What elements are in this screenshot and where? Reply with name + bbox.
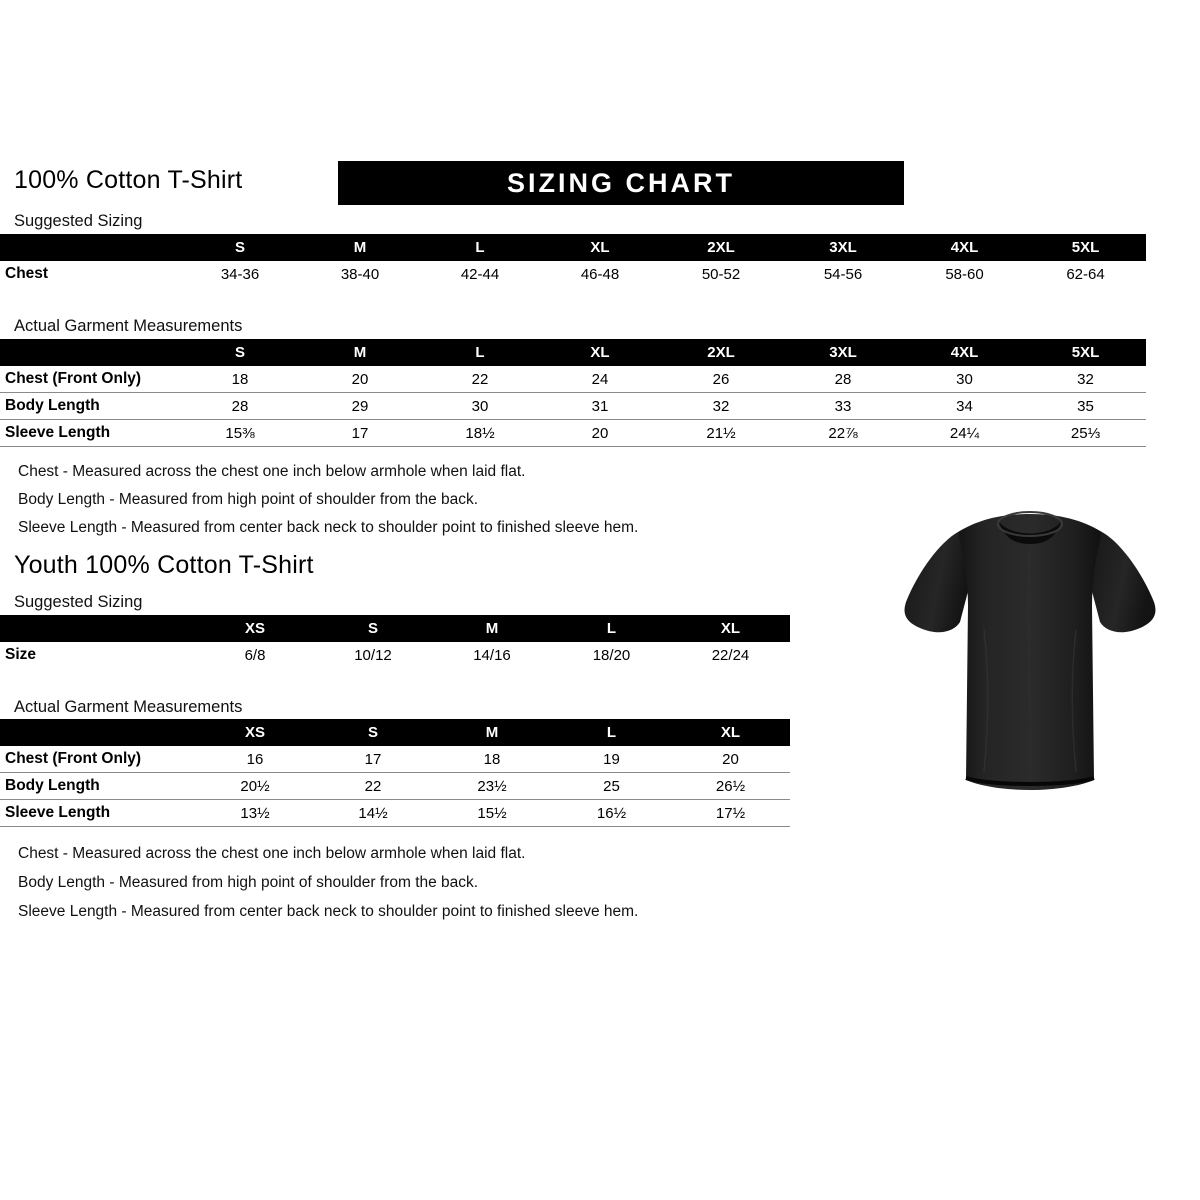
table-row [0, 420, 1146, 447]
column-header: XL [540, 339, 660, 366]
column-header: M [432, 719, 552, 746]
column-header: M [300, 339, 420, 366]
youth-actual-measurements-table [0, 719, 790, 827]
table-header-row [0, 339, 1146, 366]
row-label: Sleeve Length [0, 800, 196, 827]
tshirt-illustration [880, 480, 1180, 810]
table-cell: 15⅜ [180, 420, 300, 447]
table-row [0, 773, 790, 800]
table-cell: 24¼ [904, 420, 1025, 447]
table-cell: 20 [300, 366, 420, 393]
column-header: 3XL [782, 339, 904, 366]
table-header-row [0, 615, 790, 642]
table-cell: 18/20 [592, 646, 631, 664]
column-header: XS [196, 615, 314, 642]
table-row [0, 393, 1146, 420]
table-cell: 17 [314, 746, 432, 773]
row-label: Chest (Front Only) [0, 366, 180, 393]
table-cell: 33 [782, 393, 904, 420]
column-header: XL [671, 615, 790, 642]
table-cell: 20½ [196, 773, 314, 800]
table-cell: 16 [196, 746, 314, 773]
table-cell: 35 [1025, 393, 1146, 420]
column-header: 5XL [1025, 339, 1146, 366]
youth-suggested-sizing-label: Suggested Sizing [14, 593, 143, 611]
table-cell: 32 [660, 393, 782, 420]
adult-actual-measurements-label: Actual Garment Measurements [14, 317, 243, 335]
column-header: 5XL [1025, 234, 1146, 261]
table-cell: 20 [540, 420, 660, 447]
table-row [0, 800, 790, 827]
row-label: Sleeve Length [0, 420, 180, 447]
table-cell: 38-40 [340, 265, 380, 283]
column-header: 2XL [660, 234, 782, 261]
table-cell: 62-64 [1066, 265, 1105, 283]
column-header: XL [540, 234, 660, 261]
table-cell: 34-36 [220, 265, 260, 283]
column-header: S [314, 719, 432, 746]
table-cell: 46-48 [580, 265, 620, 283]
column-header: S [314, 615, 432, 642]
row-label: Chest (Front Only) [0, 746, 196, 773]
table-cell: 14½ [314, 800, 432, 827]
table-cell: 28 [180, 393, 300, 420]
table-cell: 42-44 [460, 265, 500, 283]
table-cell: 34 [904, 393, 1025, 420]
table-cell: 22/24 [711, 646, 750, 664]
table-cell: 29 [300, 393, 420, 420]
table-cell: 18½ [420, 420, 540, 447]
column-header: 4XL [904, 234, 1025, 261]
table-cell: 30 [420, 393, 540, 420]
youth-section-title: Youth 100% Cotton T-Shirt [14, 551, 314, 579]
table-cell: 58-60 [945, 265, 984, 283]
column-header: L [420, 234, 540, 261]
table-cell: 19 [552, 746, 671, 773]
sizing-chart-banner [338, 161, 904, 205]
sizing-chart-banner-label: SIZING CHART [507, 167, 735, 198]
column-header: 3XL [782, 234, 904, 261]
adult-suggested-sizing-table [0, 234, 1146, 287]
row-label: Body Length [0, 393, 180, 420]
row-label: Chest [5, 265, 49, 282]
table-cell: 16½ [552, 800, 671, 827]
table-cell: 21½ [660, 420, 782, 447]
table-cell: 25 [552, 773, 671, 800]
youth-note-body-length: Body Length - Measured from high point of shoulder from the back. [18, 874, 479, 891]
youth-note-sleeve-length: Sleeve Length - Measured from center back neck to shoulder point to finished sleeve hem. [18, 903, 639, 920]
table-cell: 18 [180, 366, 300, 393]
table-cell: 32 [1025, 366, 1146, 393]
table-cell: 28 [782, 366, 904, 393]
table-cell: 22 [314, 773, 432, 800]
table-cell: 26 [660, 366, 782, 393]
table-row [0, 366, 1146, 393]
youth-note-chest: Chest - Measured across the chest one inch below armhole when laid flat. [18, 845, 526, 862]
table-cell: 22⅞ [782, 420, 904, 447]
table-cell: 17 [300, 420, 420, 447]
adult-section-title: 100% Cotton T-Shirt [14, 166, 243, 194]
column-header: M [432, 615, 552, 642]
column-header [0, 234, 180, 261]
adult-note-sleeve-length: Sleeve Length - Measured from center back neck to shoulder point to finished sleeve hem. [18, 519, 639, 536]
column-header: L [420, 339, 540, 366]
column-header [0, 339, 180, 366]
column-header: S [180, 339, 300, 366]
table-header-row [0, 234, 1146, 261]
tshirt-product-image [880, 480, 1180, 810]
column-header: XL [671, 719, 790, 746]
column-header: M [300, 234, 420, 261]
youth-actual-measurements-label: Actual Garment Measurements [14, 698, 243, 716]
table-cell: 22 [420, 366, 540, 393]
table-row [0, 642, 790, 668]
column-header: L [552, 615, 671, 642]
adult-note-body-length: Body Length - Measured from high point of shoulder from the back. [18, 491, 479, 508]
table-cell: 24 [540, 366, 660, 393]
adult-actual-measurements-table [0, 339, 1146, 447]
table-cell: 50-52 [701, 265, 741, 283]
table-row [0, 261, 1146, 287]
table-cell: 18 [432, 746, 552, 773]
column-header: XS [196, 719, 314, 746]
row-label: Body Length [0, 773, 196, 800]
table-cell: 31 [540, 393, 660, 420]
table-cell: 25⅓ [1025, 420, 1146, 447]
table-cell: 6/8 [244, 646, 266, 664]
column-header: L [552, 719, 671, 746]
table-cell: 13½ [196, 800, 314, 827]
youth-suggested-sizing-table [0, 615, 790, 668]
row-label: Size [5, 646, 37, 663]
table-cell: 54-56 [823, 265, 863, 283]
table-cell: 23½ [432, 773, 552, 800]
table-cell: 10/12 [354, 646, 392, 664]
table-row [0, 746, 790, 773]
table-header-row [0, 719, 790, 746]
column-header: 4XL [904, 339, 1025, 366]
column-header [0, 615, 196, 642]
column-header: S [180, 234, 300, 261]
table-cell: 14/16 [473, 646, 511, 664]
table-cell: 26½ [671, 773, 790, 800]
table-cell: 30 [904, 366, 1025, 393]
adult-note-chest: Chest - Measured across the chest one inch below armhole when laid flat. [18, 463, 526, 480]
adult-suggested-sizing-label: Suggested Sizing [14, 212, 143, 230]
column-header [0, 719, 196, 746]
column-header: 2XL [660, 339, 782, 366]
table-cell: 17½ [671, 800, 790, 827]
table-cell: 20 [671, 746, 790, 773]
table-cell: 15½ [432, 800, 552, 827]
